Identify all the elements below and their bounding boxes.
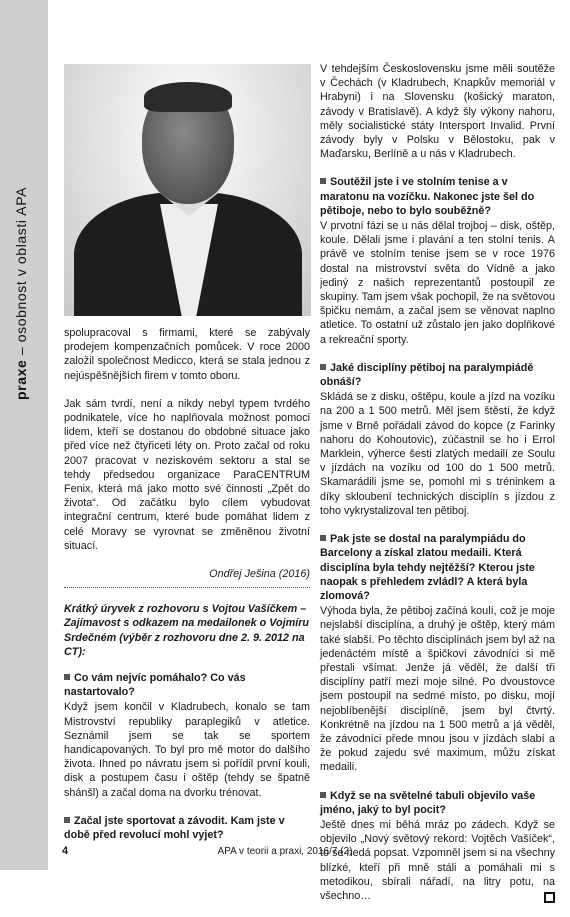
section-label-main: praxe xyxy=(13,359,29,400)
interview-intro: Krátký úryvek z rozhovoru s Vojtou Vašíčkem – Zajímavost s odkazem na medailonek o Vojmíru Srdečném (výběr z rozhovoru dne 2. 9. 2012 na CT): xyxy=(64,603,310,658)
question-heading: Začal jste sportovat a závodit. Kam jste v době před revolucí mohl vyjet? xyxy=(64,814,285,842)
question-heading: Co vám nejvíc pomáhalo? Co vás nastartovalo? xyxy=(64,672,246,699)
answer-paragraph: V tehdejším Československu jsme měli soutěže v Čechách (v Kladrubech, Knapkův memoriál v Hrabyni) i na Slovensku (košický maraton, závody v Bratislavě). A když šly výkony nahoru, měly socialistické státy Intersport Invalid. První závody byly v Polsku v Bělostoku, pak v Maďarsku, Berlíně a u nás v Kladrubech. xyxy=(320,63,555,161)
answer-paragraph: Ještě dnes mi běhá mráz po zádech. Když se objevilo „Nový světový rekord: Vojtěch Vašíček“, to se nedá popsat. Vzpomněl jsem si na všechny blízké, kteří při mně stáli a pomáhali mi s metodikou, sbírali nářadí, na litry potu, na všechno… xyxy=(320,818,555,902)
journal-footer: APA v teorii a praxi, 2016/7 (2) xyxy=(217,846,353,857)
portrait-photo xyxy=(64,64,311,316)
bullet-square-icon xyxy=(320,364,326,370)
answer-paragraph: Výhoda byla, že pětiboj začíná koulí, což je moje nejslabší disciplína, a druhý je oštěp, který mám také slabší. Po těchto disciplínách jsem byl až na jedenáctém místě a špičkoví závodníci si mě přestali všímat. Jenže já věděl, že další tři disciplíny patří mezi moje silné. Po dvoustovce jsem postoupil na sedmé místo, po disku, mojí nejoblíbenější disciplíně, jsem byl čtvrtý. Konkrétně na jízdou na 1 500 metrů a já věděl, že závodníci přede mnou jsou v jízdách slabí a že pokud zajedu své maximum, můžu získat medaili. xyxy=(320,605,555,774)
page-number: 4 xyxy=(62,845,69,857)
author-signature: Ondřej Ješina (2016) xyxy=(209,568,310,581)
question-heading: Pak jste se dostal na paralympiádu do Barcelony a získal zlatou medaili. Která disciplína byla tehdy nejtěžší? Kterou jste naopak s přehledem zvládl? A která byla zlomová? xyxy=(320,533,535,602)
bullet-square-icon xyxy=(320,178,326,184)
paragraph: Jak sám tvrdí, není a nikdy nebyl typem tvrdého podnikatele, více ho naplňovala možnost pomoci lidem, kteří se dostanou do obdobné situace jako před více než čtyřiceti léty on. Proto začal od roku 2007 pracovat v neziskovém sektoru a stal se tehdy předsedou organizace ParaCENTRUM Fenix, která má jako motto své činnosti „Zpět do života“. Od začátku bylo cílem vybudovat integrační centrum, které bude pomáhat lidem z celé Moravy se vyrovnat se změněnou životní situací. xyxy=(64,397,310,552)
left-column xyxy=(64,326,310,843)
bullet-square-icon xyxy=(320,535,326,541)
bullet-square-icon xyxy=(320,792,326,798)
section-label xyxy=(13,187,29,400)
question-heading: Jaké disciplíny pětiboj na paralympiádě obnáší? xyxy=(320,361,534,389)
question-heading: Soutěžil jste i ve stolním tenise a v maratonu na vozíčku. Nakonec jste šel do pětiboje, nebo to bylo souběžně? xyxy=(320,176,535,217)
sidebar-band xyxy=(0,0,48,870)
paragraph: spolupracoval s firmami, které se zabývaly prodejem kompenzačních pomůcek. V roce 2000 založil společnost Medicco, která se stala jednou z nejúspěšnějších firem v tomto oboru. xyxy=(64,327,310,382)
dotted-divider xyxy=(64,587,310,588)
section-label-rest: – osobnost v oblasti APA xyxy=(13,186,29,360)
question-heading: Když se na světelné tabuli objevilo vaše jméno, jaký to byl pocit? xyxy=(320,789,536,816)
bullet-square-icon xyxy=(64,674,70,680)
photo-hair xyxy=(144,82,232,112)
answer-paragraph: Skládá se z disku, oštěpu, koule a jízd na vozíku na 200 a 1 500 metrů. Měl jsem štěstí, že když jsme v Brně pořádali závod do kopce (z Farinky nahoru do Kohoutovic), zúčastnil se ho i Errol Marklein, výherce šesti zlatých medailí ze Soulu v jízdách na vozíku od 100 do 1 500 metrů. Skamarádili jsme se, pomohl mi s tréninkem a díky skloubení technických disciplín s jízdou z toho vykrystalizoval ten pětiboj. xyxy=(320,391,555,517)
answer-paragraph: V prvotní fázi se u nás dělal trojboj – disk, oštěp, koule. Dělali jsme i plavání a ten stolní tenis. A právě ve stolním tenise jsem se v roce 1976 dostal na mistrovství světa do Vídně a jako jediný z našich reprezentantů postoupil ze skupiny. Tam jsem však pochopil, že na světovou špičku nemám, a začal jsem se věnovat naplno atletice. To ostatní už zůstalo jen jako doplňkové a rekreační sporty. xyxy=(320,220,555,346)
bullet-square-icon xyxy=(64,817,70,823)
answer-paragraph: Když jsem končil v Kladrubech, konalo se tam Mistrovství republiky paraplegiků v atletice. Seznámil jsem se tak se sportem handicapovaných. To byl pro mě motor do dalšího života. Ihned po návratu jsem si pořídil první kouli, disk a postupem času i oštěp (tehdy se špatně shánšl) a začal doma na dvorku trénovat. xyxy=(64,701,310,799)
right-column xyxy=(320,62,555,917)
end-of-article-icon xyxy=(544,892,555,903)
